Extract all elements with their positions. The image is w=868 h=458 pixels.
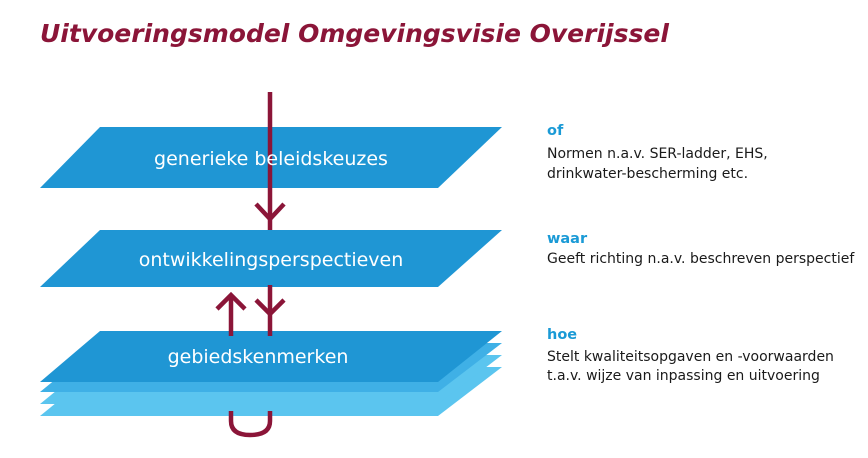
annotation-line: Normen n.a.v. SER-ladder, EHS,: [547, 146, 768, 162]
annotation-line: Stelt kwaliteitsopgaven en -voorwaarden: [547, 349, 834, 365]
page-title: Uitvoeringsmodel Omgevingsvisie Overijssel: [40, 19, 669, 48]
annotation-line: drinkwater-bescherming etc.: [547, 166, 749, 182]
annotation-hoe: [547, 327, 834, 384]
annotation-of: [547, 123, 768, 182]
annotation-heading-of: of: [547, 123, 564, 139]
annotation-line: t.a.v. wijze van inpassing en uitvoering: [547, 368, 820, 384]
layer-label-gebiedskenmerken: gebiedskenmerken: [167, 346, 349, 368]
layer-label-ontwikkelingsperspectieven: ontwikkelingsperspectieven: [138, 249, 404, 271]
annotation-heading-waar: waar: [547, 231, 588, 247]
annotation-waar: [547, 231, 855, 267]
annotation-heading-hoe: hoe: [547, 327, 578, 343]
layer-label-generieke-beleidskeuzes: generieke beleidskeuzes: [154, 148, 388, 170]
annotation-line: Geeft richting n.a.v. beschreven perspectief: [547, 251, 855, 267]
